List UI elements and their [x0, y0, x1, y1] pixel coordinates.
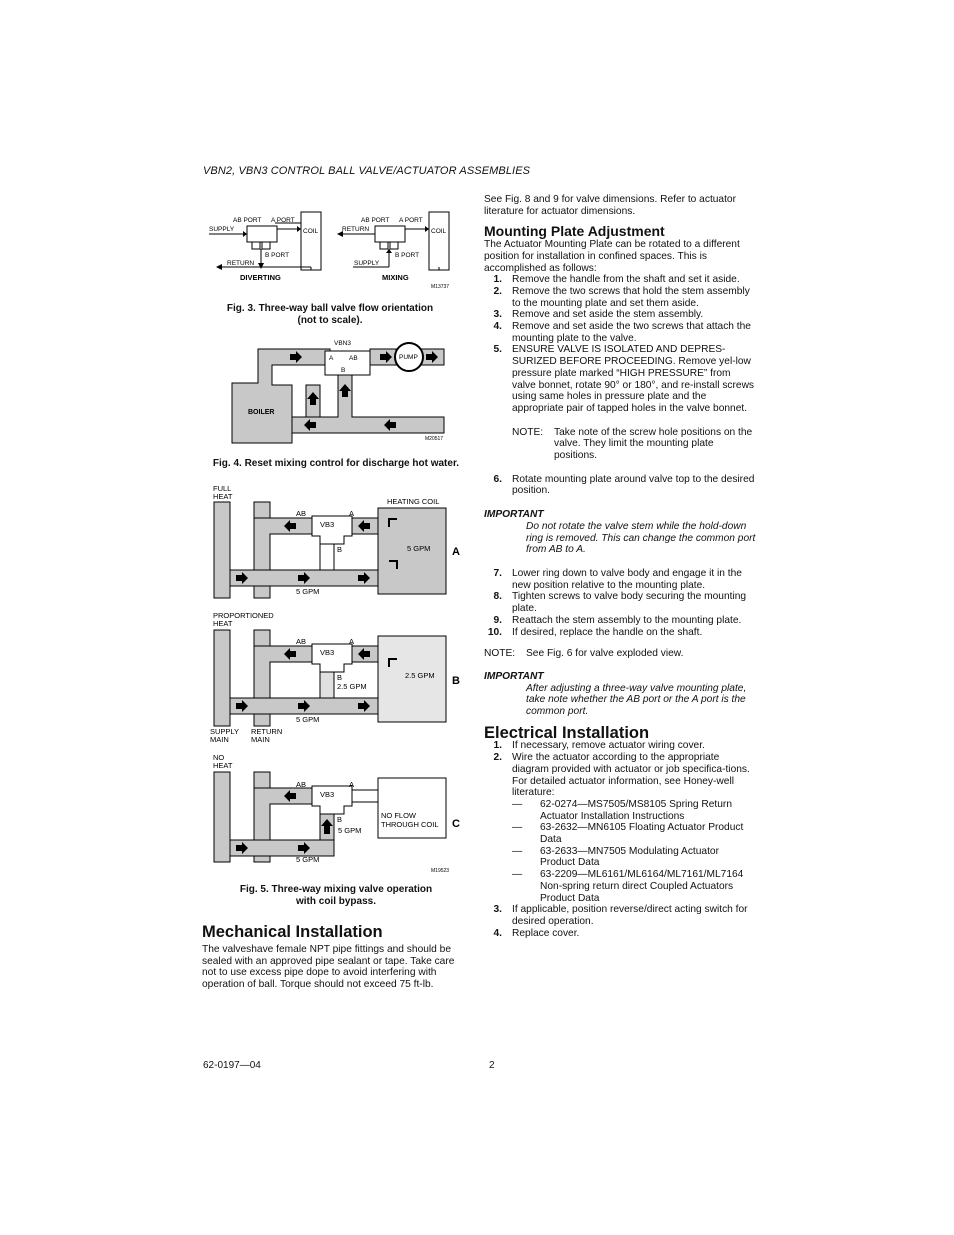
step-number: 5.	[493, 344, 502, 356]
list-item	[484, 627, 756, 639]
fig5-a-vb3: VB3	[320, 520, 335, 529]
step-number: 3.	[493, 309, 502, 321]
fig3-code: M13737	[431, 284, 450, 290]
fig5-supply-main1: SUPPLY	[210, 727, 240, 736]
list-item	[484, 309, 756, 321]
step-number: 4.	[493, 321, 502, 333]
fig5-code: M19523	[431, 868, 450, 874]
fig5-a-letter: A	[452, 546, 460, 558]
literature-item	[484, 799, 756, 822]
literature-item	[484, 846, 756, 869]
fig5-supply-main2: MAIN	[210, 735, 229, 744]
step-text: If desired, replace the handle on the shaft.	[512, 626, 703, 638]
mounting-steps-b	[484, 568, 756, 638]
fig5-caption-line1: Fig. 5. Three-way mixing valve operation	[239, 884, 433, 895]
fig4-b-label: B	[341, 367, 346, 374]
fig3-coil-label-2: COIL	[431, 228, 447, 235]
fig3-a-port-label: A PORT	[271, 217, 295, 224]
step-text: Rotate mounting plate around valve top to the desired position.	[512, 473, 755, 497]
step-text: Remove the handle from the shaft and set it aside.	[512, 274, 740, 286]
mechanical-heading: Mechanical Installation	[202, 923, 383, 941]
fig3-return-label-2: RETURN	[342, 226, 370, 233]
fig3-flow-diagram	[203, 205, 457, 295]
fig5-b-b: B	[337, 673, 343, 682]
step-number: 7.	[493, 567, 502, 579]
step-text: ENSURE VALVE IS ISOLATED AND DEPRES-SURIZED BEFORE PROCEEDING. Remove yel-low pressure plate marked “HIGH PRESSURE” from valve bonnet, rotate 90° or 180°, and re-install screws using same holes in pressure plate and the appropriate pair of tapped holes in the valve bonnet.	[512, 344, 755, 414]
fig5-b-b-gpm: 2.5 GPM	[337, 682, 367, 691]
fig5-a-coil-gpm: 5 GPM	[407, 544, 431, 553]
fig5-return-main2: MAIN	[251, 735, 270, 744]
fig5-a-title2: HEAT	[213, 492, 233, 501]
list-item	[484, 904, 756, 927]
step-number: 6.	[493, 473, 502, 485]
list-item	[484, 591, 756, 614]
important-heading: IMPORTANT	[484, 509, 544, 521]
mounting-steps-a	[484, 274, 756, 414]
list-item	[484, 615, 756, 627]
fig5-b-title1: PROPORTIONED	[213, 611, 274, 620]
fig5-b-coil-gpm: 2.5 GPM	[405, 671, 435, 680]
dash: —	[512, 869, 523, 881]
literature-text: 62-0274—MS7505/MS8105 Spring Return Actuator Installation Instructions	[540, 798, 732, 822]
step-text: Tighten screws to valve body securing the mounting plate.	[512, 591, 747, 615]
step-text: If applicable, position reverse/direct acting switch for desired operation.	[512, 904, 748, 927]
step-text: Lower ring down to valve body and engage it in the new position relative to the mounting plate.	[512, 567, 742, 591]
fig5-a-title1: FULL	[213, 484, 232, 493]
fig5-b-title2: HEAT	[213, 619, 233, 628]
dash: —	[512, 798, 523, 810]
fig4-caption: Fig. 4. Reset mixing control for discharge hot water.	[212, 458, 460, 469]
step-text: If necessary, remove actuator wiring cover.	[512, 740, 705, 752]
fig3-mixing-label: MIXING	[382, 273, 409, 282]
fig5-c-ab: AB	[296, 780, 307, 789]
mounting-intro: The Actuator Mounting Plate can be rotated to a different position for installation in confined spaces. This is accomplished as follows:	[484, 239, 740, 274]
fig4-pump-label: PUMP	[399, 354, 418, 361]
step-text: Wire the actuator according to the appropriate diagram provided with actuator or job specifica-tions. For detailed actuator information, see Honey-well literature:	[512, 752, 750, 799]
list-item	[484, 286, 756, 309]
fig5-b-a: A	[349, 637, 355, 646]
dash: —	[512, 822, 523, 834]
fig5-caption-line2: with coil bypass.	[295, 896, 377, 907]
fig5-b-letter: B	[452, 675, 460, 687]
list-item	[484, 928, 756, 940]
fig4-code: M20517	[425, 436, 444, 442]
running-header: VBN2, VBN3 CONTROL BALL VALVE/ACTUATOR ASSEMBLIES	[203, 165, 531, 177]
fig5-c-bottom-gpm: 5 GPM	[296, 855, 320, 864]
fig4-vbn3-label: VBN3	[334, 340, 351, 347]
step-number: 1.	[493, 740, 502, 752]
fig5-c-noflow1: NO FLOW	[381, 811, 416, 820]
fig5-a-heating-coil: HEATING COIL	[387, 497, 440, 506]
literature-item	[484, 869, 756, 904]
step-text: Remove and set aside the stem assembly.	[512, 309, 704, 321]
fig3-return-label: RETURN	[227, 260, 255, 267]
list-item	[484, 740, 756, 752]
note-text: See Fig. 6 for valve exploded view.	[526, 648, 684, 660]
fig3-b-port-label: B PORT	[265, 252, 290, 259]
right-column	[484, 194, 756, 939]
list-item	[484, 752, 756, 799]
fig5-a-b: B	[337, 545, 343, 554]
important-text: Do not rotate the valve stem while the hold-down ring is removed. This can change the common port from AB to A.	[526, 520, 756, 556]
intro-paragraph: See Fig. 8 and 9 for valve dimensions. Refer to actuator literature for actuator dimensions.	[484, 194, 736, 217]
fig3-coil-label: COIL	[303, 228, 319, 235]
literature-text: 63-2209—ML6161/ML6164/ML7161/ML7164 Non-spring return direct Coupled Actuators Product Data	[540, 869, 744, 904]
fig3-caption-line2: (not to scale).	[297, 315, 363, 326]
step-number: 3.	[493, 904, 502, 916]
list-item	[484, 274, 756, 286]
dash: —	[512, 845, 523, 857]
fig5-c-b-gpm: 5 GPM	[338, 826, 362, 835]
note-screw-holes	[484, 427, 756, 462]
fig5-a-ab: AB	[296, 509, 307, 518]
step-text: Remove and set aside the two screws that attach the mounting plate to the valve.	[512, 321, 751, 344]
step-number: 8.	[493, 591, 502, 603]
fig5-c-b: B	[337, 815, 343, 824]
step-text: Reattach the stem assembly to the mounting plate.	[512, 614, 742, 626]
fig5-return-main1: RETURN	[251, 727, 283, 736]
step-number: 4.	[493, 927, 502, 939]
important-heading: IMPORTANT	[484, 670, 544, 682]
fig5-c-title1: NO	[213, 753, 225, 762]
list-item	[484, 568, 756, 591]
step-number: 10.	[487, 626, 502, 638]
page-number: 2	[489, 1060, 495, 1071]
fig3-caption-line1: Fig. 3. Three-way ball valve flow orientation	[226, 303, 434, 314]
list-item	[484, 474, 756, 497]
fig3-supply-label: SUPPLY	[209, 226, 235, 233]
electrical-heading: Electrical Installation	[484, 723, 650, 742]
list-item	[484, 321, 756, 344]
mounting-heading: Mounting Plate Adjustment	[484, 223, 665, 240]
fig3-a-port-label-2: A PORT	[399, 217, 423, 224]
note-label: NOTE:	[512, 426, 544, 438]
fig5-c-vb3: VB3	[320, 790, 335, 799]
fig3-ab-port-label: AB PORT	[233, 217, 262, 224]
step-text: Remove the two screws that hold the stem assembly to the mounting plate and set them aside.	[512, 285, 750, 309]
fig5-caption	[203, 884, 469, 908]
fig5-b-bottom-gpm: 5 GPM	[296, 715, 320, 724]
fig3-caption	[203, 303, 457, 327]
fig5-b-ab: AB	[296, 637, 307, 646]
step-text: Replace cover.	[512, 927, 580, 939]
step-number: 2.	[493, 285, 502, 297]
literature-text: 63-2632—MN6105 Floating Actuator Product Data	[540, 822, 744, 846]
fig4-boiler-diagram	[230, 337, 450, 445]
fig5-c-a: A	[349, 780, 355, 789]
fig5-a-bottom-gpm: 5 GPM	[296, 587, 320, 596]
fig3-b-port-label-2: B PORT	[395, 252, 420, 259]
literature-text: 63-2633—MN7505 Modulating Actuator Product Data	[540, 845, 719, 869]
step-number: 1.	[493, 274, 502, 286]
fig4-boiler-label: BOILER	[248, 409, 275, 416]
fig4-a-label: A	[329, 355, 334, 362]
fig5-mixing-valve-diagram	[208, 482, 468, 876]
important-text: After adjusting a three-way valve mounting plate, take note whether the AB port or the A port is the common port.	[526, 682, 747, 718]
fig5-b-vb3: VB3	[320, 648, 335, 657]
note-label: NOTE:	[484, 648, 516, 660]
fig3-ab-port-label-2: AB PORT	[361, 217, 390, 224]
note-text: Take note of the screw hole positions on the valve. They limit the mounting plate positions.	[554, 426, 753, 462]
step-number: 2.	[493, 752, 502, 764]
fig5-c-title2: HEAT	[213, 761, 233, 770]
doc-number: 62-0197—04	[203, 1060, 261, 1071]
fig5-c-noflow2: THROUGH COIL	[381, 820, 439, 829]
fig3-supply-label-2: SUPPLY	[354, 260, 380, 267]
step-number: 9.	[493, 614, 502, 626]
list-item	[484, 344, 756, 414]
fig3-diverting-label: DIVERTING	[240, 273, 281, 282]
mechanical-body: The valveshave female NPT pipe fittings and should be sealed with an approved pipe sealant or tape. Take care not to use excess pipe dope to avoid interfering with operation of ball. Torque should not exceed 75 ft-lb.	[202, 944, 455, 990]
note-exploded-view	[484, 648, 756, 660]
fig5-a-a: A	[349, 509, 355, 518]
literature-item	[484, 822, 756, 845]
fig5-c-letter: C	[452, 818, 460, 830]
fig4-ab-label: AB	[349, 355, 358, 362]
